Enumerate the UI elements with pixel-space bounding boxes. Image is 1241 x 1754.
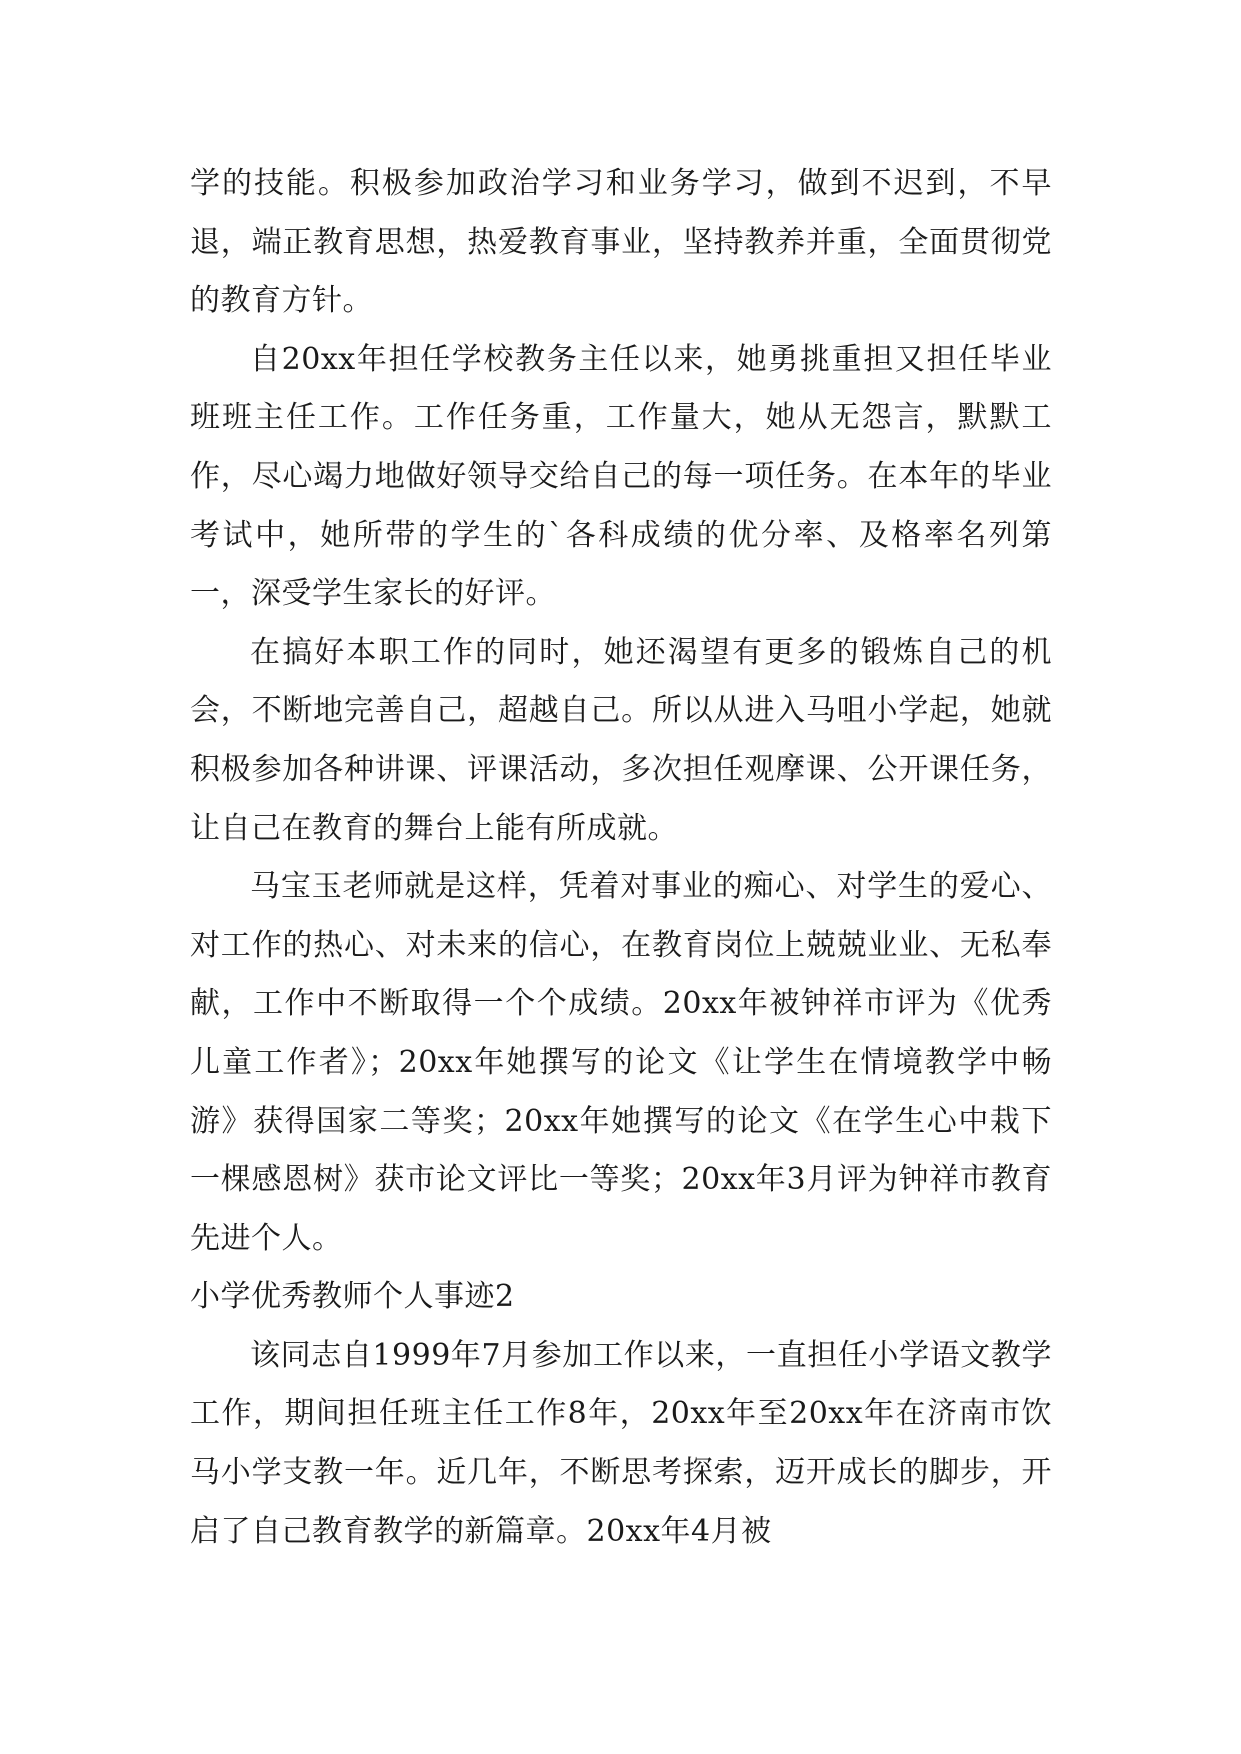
paragraph-1: 学的技能。积极参加政治学习和业务学习，做到不迟到，不早退，端正教育思想，热爱教育事业，坚持教养并重，全面贯彻党的教育方针。 — [190, 166, 1052, 319]
paragraph-2: 自20xx年担任学校教务主任以来，她勇挑重担又担任毕业班班主任工作。工作任务重，工作量大，她从无怨言，默默工作，尽心竭力地做好领导交给自己的每一项任务。在本年的毕业考试中，她所带的学生的`各科成绩的优分率、及格率名列第一，深受学生家长的好评。 — [190, 341, 1052, 612]
document-body — [190, 155, 1052, 1561]
paragraph-4: 马宝玉老师就是这样，凭着对事业的痴心、对学生的爱心、对工作的热心、对未来的信心，在教育岗位上兢兢业业、无私奉献，工作中不断取得一个个成绩。20xx年被钟祥市评为《优秀儿童工作者》；20xx年她撰写的论文《让学生在情境教学中畅游》获得国家二等奖；20xx年她撰写的论文《在学生心中栽下一棵感恩树》获市论文评比一等奖；20xx年3月评为钟祥市教育先进个人。 — [190, 869, 1052, 1256]
paragraph-3: 在搞好本职工作的同时，她还渴望有更多的锻炼自己的机会，不断地完善自己，超越自己。所以从进入马咀小学起，她就积极参加各种讲课、评课活动，多次担任观摩课、公开课任务，让自己在教育的舞台上能有所成就。 — [190, 634, 1052, 846]
section-title: 小学优秀教师个人事迹2 — [190, 1279, 515, 1315]
section-paragraph-1: 该同志自1999年7月参加工作以来，一直担任小学语文教学工作，期间担任班主任工作8年，20xx年至20xx年在济南市饮马小学支教一年。近几年，不断思考探索，迈开成长的脚步，开启了自己教育教学的新篇章。20xx年4月被 — [190, 1337, 1052, 1549]
